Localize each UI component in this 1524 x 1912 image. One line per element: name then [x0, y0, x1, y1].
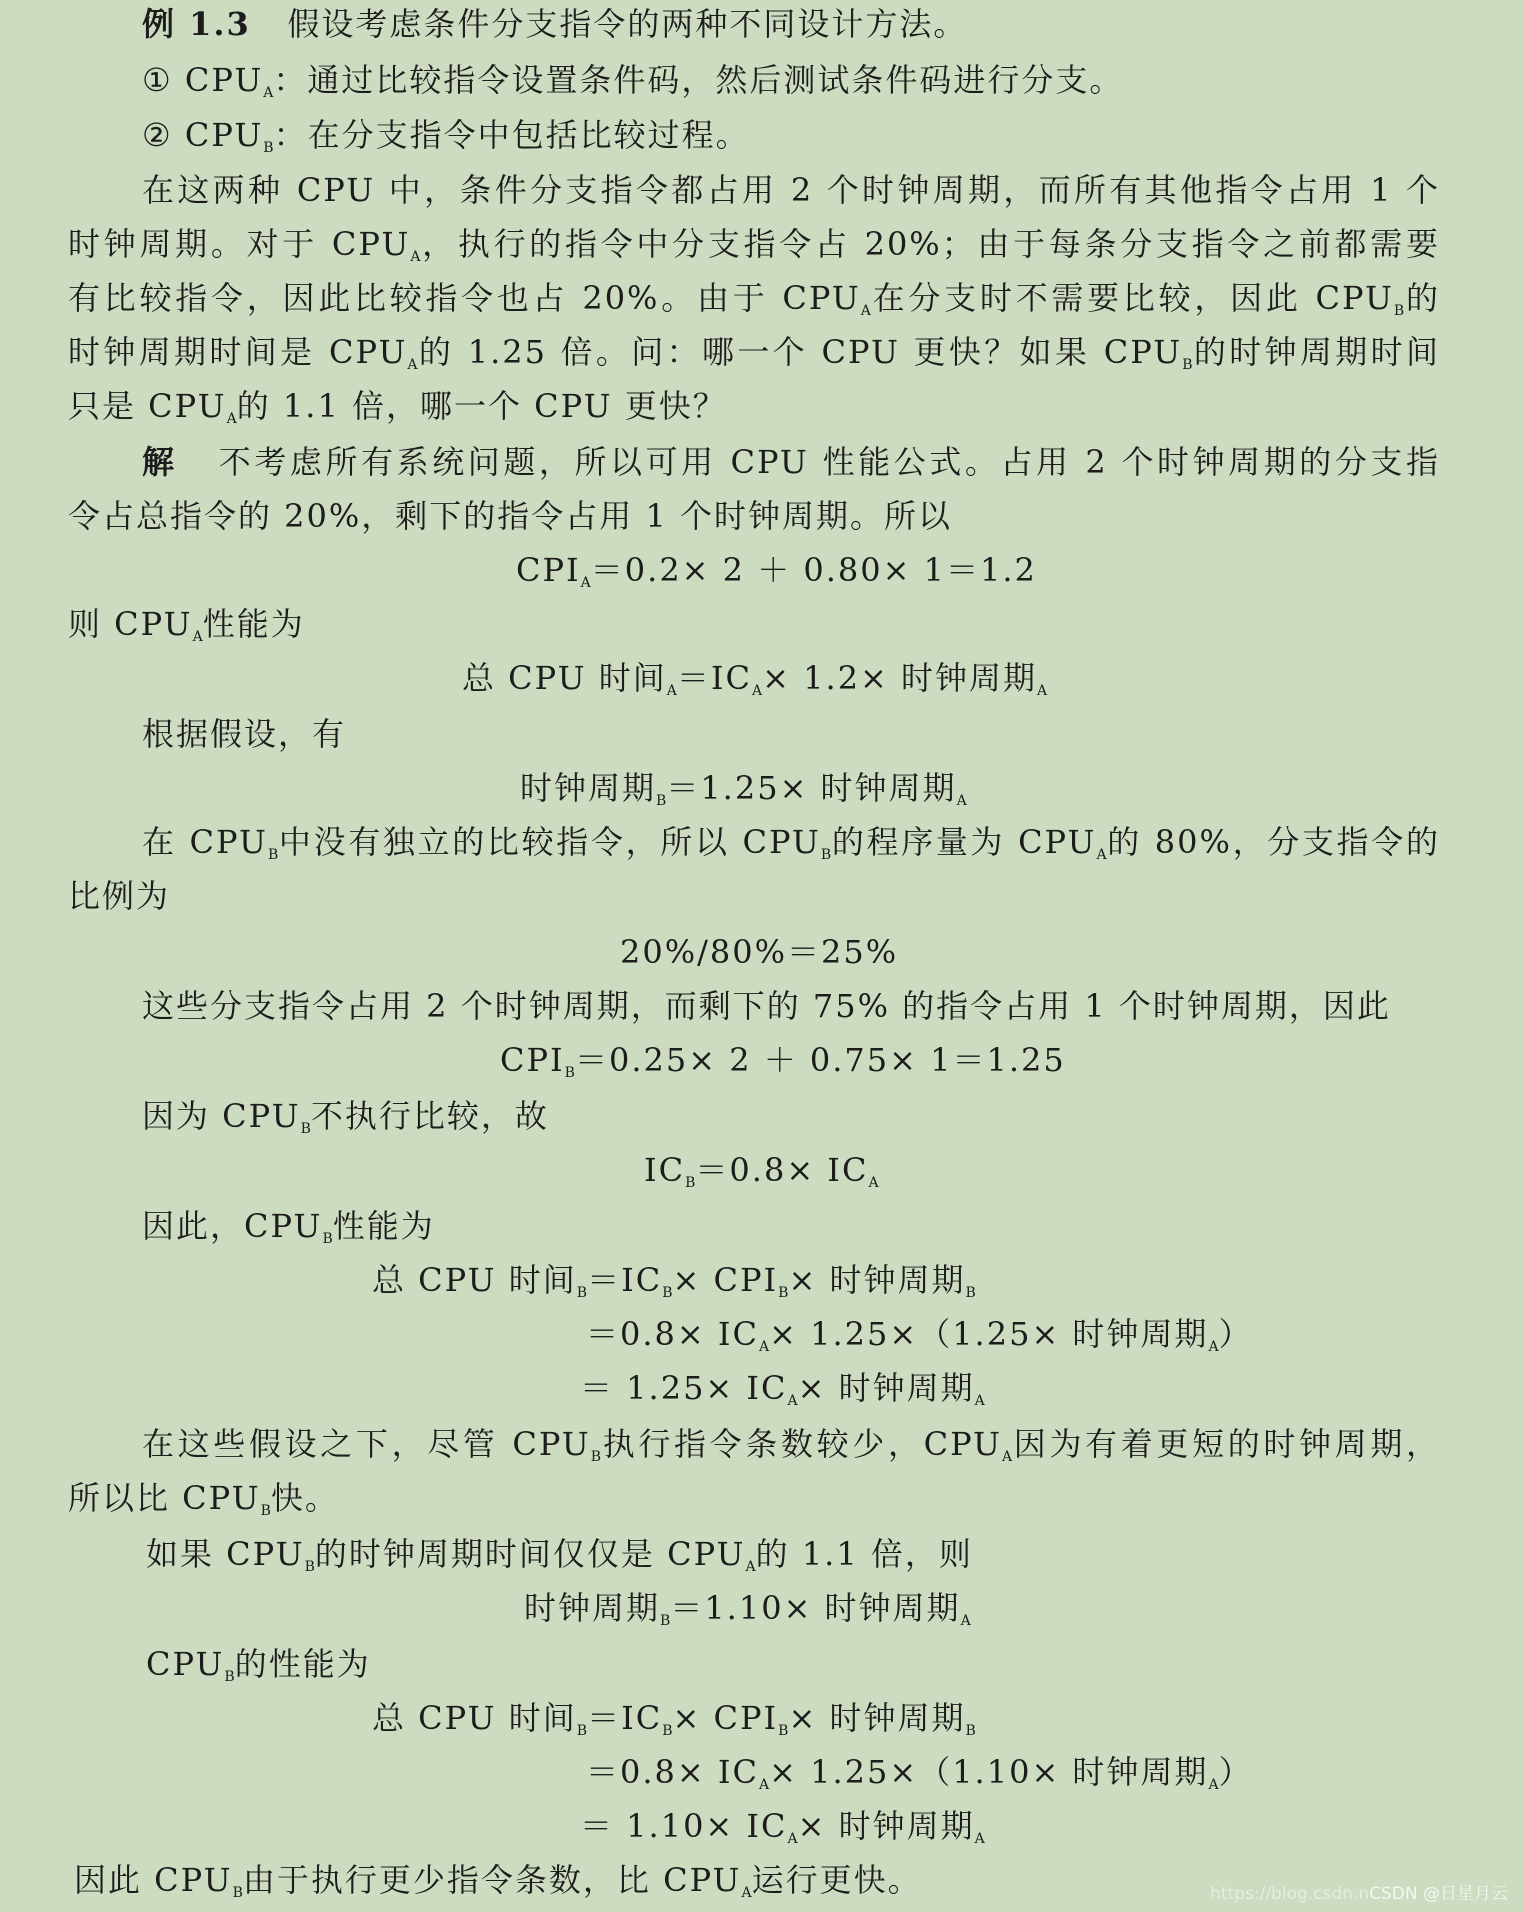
para1-line1: 在这两种 CPU 中，条件分支指令都占用 2 个时钟周期，而所有其他指令占用 1 个: [142, 171, 1440, 209]
example-title: 假设考虑条件分支指令的两种不同设计方法。: [287, 5, 968, 43]
equation-time-b-2: $=0.8\times IC_A\times 1.25\times(1.25\times$ 时钟周期$_A$）: [586, 1315, 1253, 1355]
watermark-url: https://blog.csdn.n: [1210, 1884, 1370, 1904]
equation-time-b-6: ＝ $1.10\times IC_A\times$ 时钟周期$_A$: [580, 1807, 985, 1847]
para1-line3: 有比较指令，因此比较指令也占 20%。由于 $CPU_A$在分支时不需要比较，因此 $CPU_B$的: [68, 279, 1440, 319]
solution-label: 解: [142, 443, 178, 481]
equation-time-b-1: 总 CPU 时间$_B=IC_B\times CPI_B\times$ 时钟周期$_B$: [372, 1261, 976, 1301]
equation-time-b-4: 总 CPU 时间$_B=IC_B\times CPI_B\times$ 时钟周期$_B$: [372, 1699, 976, 1739]
solution-line8: 因为 $CPU_B$不执行比较，故: [142, 1097, 549, 1137]
option-item-b: ② $CPU_B$：在分支指令中包括比较过程。: [142, 116, 750, 156]
solution-line3: 则 $CPU_A$性能为: [68, 605, 305, 645]
option-item-a: ① $CPU_A$：通过比较指令设置条件码，然后测试条件码进行分支。: [142, 61, 1124, 101]
example-label: 例 1.3: [142, 5, 251, 43]
solution-line7: 这些分支指令占用 2 个时钟周期，而剩下的 75% 的指令占用 1 个时钟周期，因此: [142, 987, 1391, 1025]
equation-time-b-5: $=0.8\times IC_A\times 1.25\times(1.10\times$ 时钟周期$_A$）: [586, 1753, 1253, 1793]
solution-line10: 在这些假设之下，尽管 $CPU_B$执行指令条数较少，$CPU_A$因为有着更短的时钟周期，: [142, 1425, 1440, 1465]
solution-line5: 在 $CPU_B$中没有独立的比较指令，所以 $CPU_B$的程序量为 $CPU_A$的 80%，分支指令的: [142, 823, 1440, 863]
solution-line4: 根据假设，有: [142, 715, 347, 753]
equation-ic-b: $IC_B=0.8\times IC_A$: [644, 1151, 879, 1191]
solution-line1: 解 不考虑所有系统问题，所以可用 CPU 性能公式。占用 2 个时钟周期的分支指: [142, 443, 1440, 481]
equation-ratio: 20%/80%＝25%: [620, 933, 899, 971]
equation-time-a: 总 CPU 时间$_A=IC_A\times 1.2\times$ 时钟周期$_A$: [462, 659, 1048, 699]
equation-clock-b: 时钟周期$_B$＝1.25× 时钟周期$_A$: [520, 769, 967, 809]
para1-line4: 时钟周期时间是 $CPU_A$的 1.25 倍。问：哪一个 CPU 更快？如果 $CPU_B$的时钟周期时间: [68, 333, 1440, 373]
csdn-watermark: [1210, 1879, 1508, 1904]
solution-line9: 因此，$CPU_B$性能为: [142, 1207, 435, 1247]
equation-time-b-3: ＝ $1.25\times IC_A\times$ 时钟周期$_A$: [580, 1369, 985, 1409]
conclusion-line: 因此 $CPU_B$由于执行更少指令条数，比 $CPU_A$运行更快。: [74, 1861, 922, 1901]
solution-line6: 比例为: [68, 877, 171, 915]
example-heading: [142, 4, 967, 44]
solution-line11: 所以比 $CPU_B$快。: [68, 1479, 339, 1519]
solution-line12: 如果 $CPU_B$的时钟周期时间仅仅是 $CPU_A$的 1.1 倍，则: [146, 1535, 973, 1575]
para1-line2: 时钟周期。对于 $CPU_A$，执行的指令中分支指令占 20%；由于每条分支指令之前都需要: [68, 225, 1440, 265]
solution-line2: 令占总指令的 20%，剩下的指令占用 1 个时钟周期。所以: [68, 497, 953, 535]
para1-line5: 只是 $CPU_A$的 1.1 倍，哪一个 CPU 更快？: [68, 387, 727, 427]
equation-cpi-a: $CPI_A=0.2\times 2 + 0.80\times 1=1.2$: [516, 551, 1037, 591]
equation-clock-b-2: 时钟周期$_B$＝1.10× 时钟周期$_A$: [524, 1589, 971, 1629]
equation-cpi-b: $CPI_B=0.25\times 2 + 0.75\times 1=1.25$: [500, 1041, 1066, 1081]
solution-line13: $CPU_B$的性能为: [146, 1645, 371, 1685]
watermark-brand: CSDN @日星月云: [1369, 1884, 1508, 1904]
